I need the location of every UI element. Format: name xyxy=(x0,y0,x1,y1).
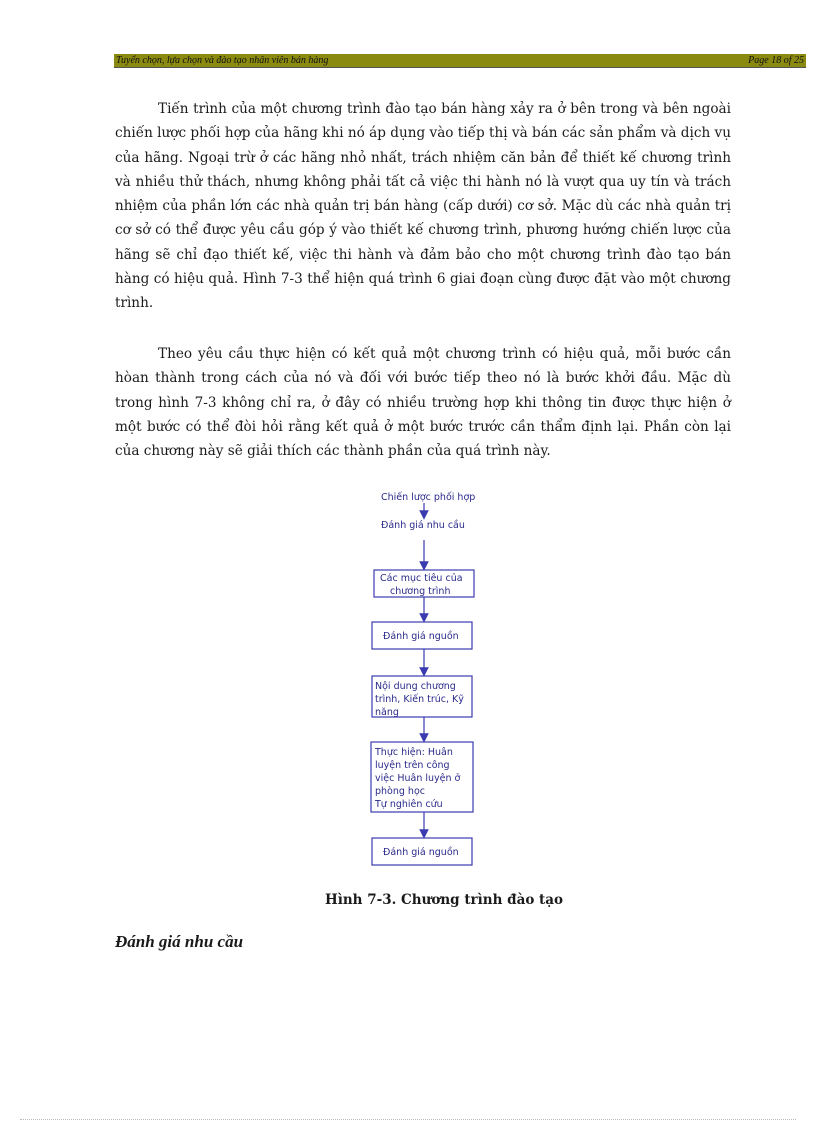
flow-box-evaluation-label: Đánh giá nguồn xyxy=(383,847,459,858)
flow-box-implementation-line5: Tự nghiên cứu xyxy=(375,799,443,810)
section-heading: Đánh giá nhu cầu xyxy=(115,932,244,951)
paragraph-2: Theo yêu cầu thực hiện có kết quả một chương trình có hiệu quả, mỗi bước cần hòan thành trong cách của nó và đối với bước tiếp theo nó là bước khởi đầu. Mặc dù trong hình 7-3 không chỉ ra, ở đây có nhiều trường hợp khi thông tin được thực hiện ở một bước có thể đòi hỏi rằng kết quả ở một bước trước cần thẩm định lại. Phần còn lại của chương này sẽ giải thích các thành phần của quá trình này. xyxy=(115,346,731,460)
flow-box-implementation-line3: việc Huân luyện ở xyxy=(375,773,461,784)
flow-step-needs: Đánh giá nhu cầu xyxy=(381,520,465,531)
flow-box-resources-label: Đánh giá nguồn xyxy=(383,631,459,642)
flow-box-implementation-line4: phòng học xyxy=(375,786,425,797)
flow-box-objectives-line1: Các mục tiêu của xyxy=(380,573,463,584)
header-title: Tuyển chọn, lựa chọn và đào tạo nhân viên bán hàng xyxy=(116,55,329,66)
page-bottom-rule xyxy=(20,1119,796,1120)
flow-box-content-line2: trình, Kiến trúc, Kỹ xyxy=(375,694,464,705)
flow-box-implementation-line1: Thực hiện: Huân xyxy=(375,747,453,758)
flow-box-implementation-line2: luyện trên công xyxy=(375,760,450,771)
paragraph-1: Tiến trình của một chương trình đào tạo bán hàng xảy ra ở bên trong và bên ngoài chiến lược phối hợp của hãng khi nó áp dụng vào tiếp thị và bán các sản phẩm và dịch vụ của hãng. Ngoại trừ ở các hãng nhỏ nhất, trách nhiệm căn bản để thiết kế chương trình và nhiều thử thách, nhưng không phải tất cả việc thi hành nó là vượt qua uy tín và trách nhiệm của phần lớn các nhà quản trị bán hàng (cấp dưới) cơ sở. Mặc dù các nhà quản trị cơ sở có thể được yêu cầu góp ý vào thiết kế chương trình, phương hướng chiến lược của hãng sẽ chỉ đạo thiết kế, việc thi hành và đảm bảo cho một chương trình đào tạo bán hàng có hiệu quả. Hình 7-3 thể hiện quá trình 6 giai đoạn cùng được đặt vào một chương trình. xyxy=(115,101,731,312)
flow-box-content-line1: Nội dung chương xyxy=(375,681,456,692)
flow-box-objectives-line2: chương trình xyxy=(390,586,451,597)
page-number: Page 18 of 25 xyxy=(748,55,804,66)
flow-box-content-line3: năng xyxy=(375,707,399,718)
figure-caption: Hình 7-3. Chương trình đào tạo xyxy=(324,892,564,908)
flow-top-label: Chiến lược phối hợp xyxy=(381,492,476,503)
